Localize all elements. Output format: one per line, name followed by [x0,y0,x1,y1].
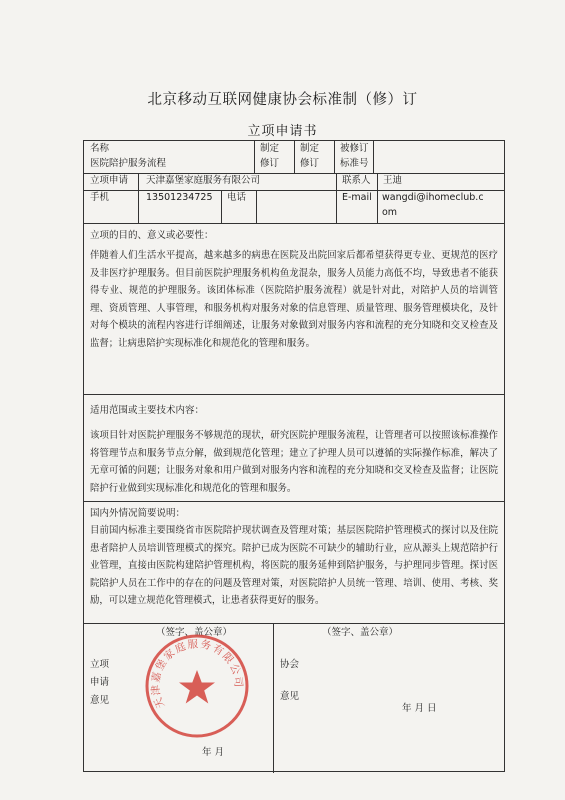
checkbox-revise-label-2: 修订 [300,158,320,169]
applicant-value: 天津嘉堡家庭服务有限公司 [146,175,261,186]
col-divider [334,141,335,173]
mobile-value: 13501234725 [146,192,213,203]
domestic-text: 目前国内标准主要围绕省市医院陪护现状调查及管理对策；基层医院陪护管理模式的探讨以及住院患者陪护人员培训管理模式的探究。陪护已成为医院不可缺少的辅助行业，应从源头上规范陪护行业管理，直接由医院构建陪护管理机构，将医院的服务延伸到陪护服务，与护理同步管理。探讨医院陪护人员在工作中的存在的问题及管理对策，对医院陪护人员统一管理、培训、使用、考核、奖励，可以建立规范化管理模式，让患者获得更好的服务。 [90,525,498,606]
section-divider [84,623,504,624]
contact-label: 联系人 [342,175,371,186]
revised-label-1: 被修订 [340,143,369,154]
section-divider [84,394,504,395]
phone-label: 电话 [227,192,247,203]
name-value: 医院陪护服务流程 [90,158,167,169]
col-divider [373,141,374,173]
seal-text-path: 天津嘉堡家庭服务有限公司 [149,638,245,710]
revised-label-2: 标准号 [340,158,369,169]
col-divider [294,141,295,173]
col-divider [273,623,274,773]
scope-text: 该项目针对医院护理服务不够规范的现状，研究医院护理服务流程，让管理者可以按照该标准操作将管理节点和服务节点分解，做到规范化管理；建立了护理人员可以遵循的实际操作标准，解决了无章可循的问题；让服务对象和用户做到对服务内容和流程的充分知晓和交叉检查及监督；让医院陪护行业做到实现标准化和规范化的管理和服务。 [90,430,498,494]
checkbox-revise-label: 修订 [260,158,280,169]
email-value-line1: wangdi@ihomeclub.c [382,192,484,203]
opinion-label-2: 申请 [90,677,110,688]
date-left: 年 月 [202,747,225,758]
seal-star-icon [179,670,215,704]
section-divider [84,501,504,502]
document-subtitle: 立项申请书 [247,124,318,139]
col-divider [336,173,337,223]
name-label: 名称 [90,143,110,154]
sign-note-right: （签字、盖公章） [322,627,399,638]
col-divider [138,173,139,223]
purpose-heading: 立项的目的、意义或必要性： [90,230,214,241]
email-value-line2: om [382,207,398,218]
mobile-label: 手机 [90,192,110,203]
purpose-text: 伴随着人们生活水平提高，越来越多的病患在医院及出院回家后都希望获得更专业、更规范的医疗及非医疗护理服务。但目前医院护理服务机构鱼龙混杂，服务人员能力高低不均，导致患者不能获得专业、规范的护理服务。该团体标准（医院陪护服务流程）就是针对此，对陪护人员的培训管理、资质管理、人事管理，和服务机构对服务对象的信息管理、质量管理、服务管理模块化，及针对每个模块的流程内容进行详细阐述，让服务对象做到对服务内容和流程的充分知晓和交叉检查及监督；让病患陪护实现标准化和规范化的管理和服务。 [90,250,498,349]
opinion-label-1: 立项 [90,659,110,670]
checkbox-draft-label-2: 制定 [300,143,320,154]
col-divider [221,190,222,223]
assoc-label-1: 协会 [280,659,300,670]
domestic-heading: 国内外情况简要说明： [90,508,186,519]
col-divider [256,190,257,223]
date-right: 年 月 日 [402,703,437,714]
checkbox-draft-label: 制定 [260,143,280,154]
email-label: E-mail [342,192,372,203]
applicant-label: 立项申请 [90,175,129,186]
contact-value: 王迪 [383,175,403,186]
opinion-label-3: 意见 [90,695,110,706]
sign-note-left: （签字、盖公章） [156,627,233,638]
row-divider [84,223,504,224]
col-divider [377,173,378,223]
company-seal [143,632,251,740]
scope-heading: 适用范围或主要技术内容： [90,405,205,416]
assoc-label-2: 意见 [280,691,300,702]
col-divider [254,141,255,173]
document-title: 北京移动互联网健康协会标准制（修）订 [147,92,418,108]
